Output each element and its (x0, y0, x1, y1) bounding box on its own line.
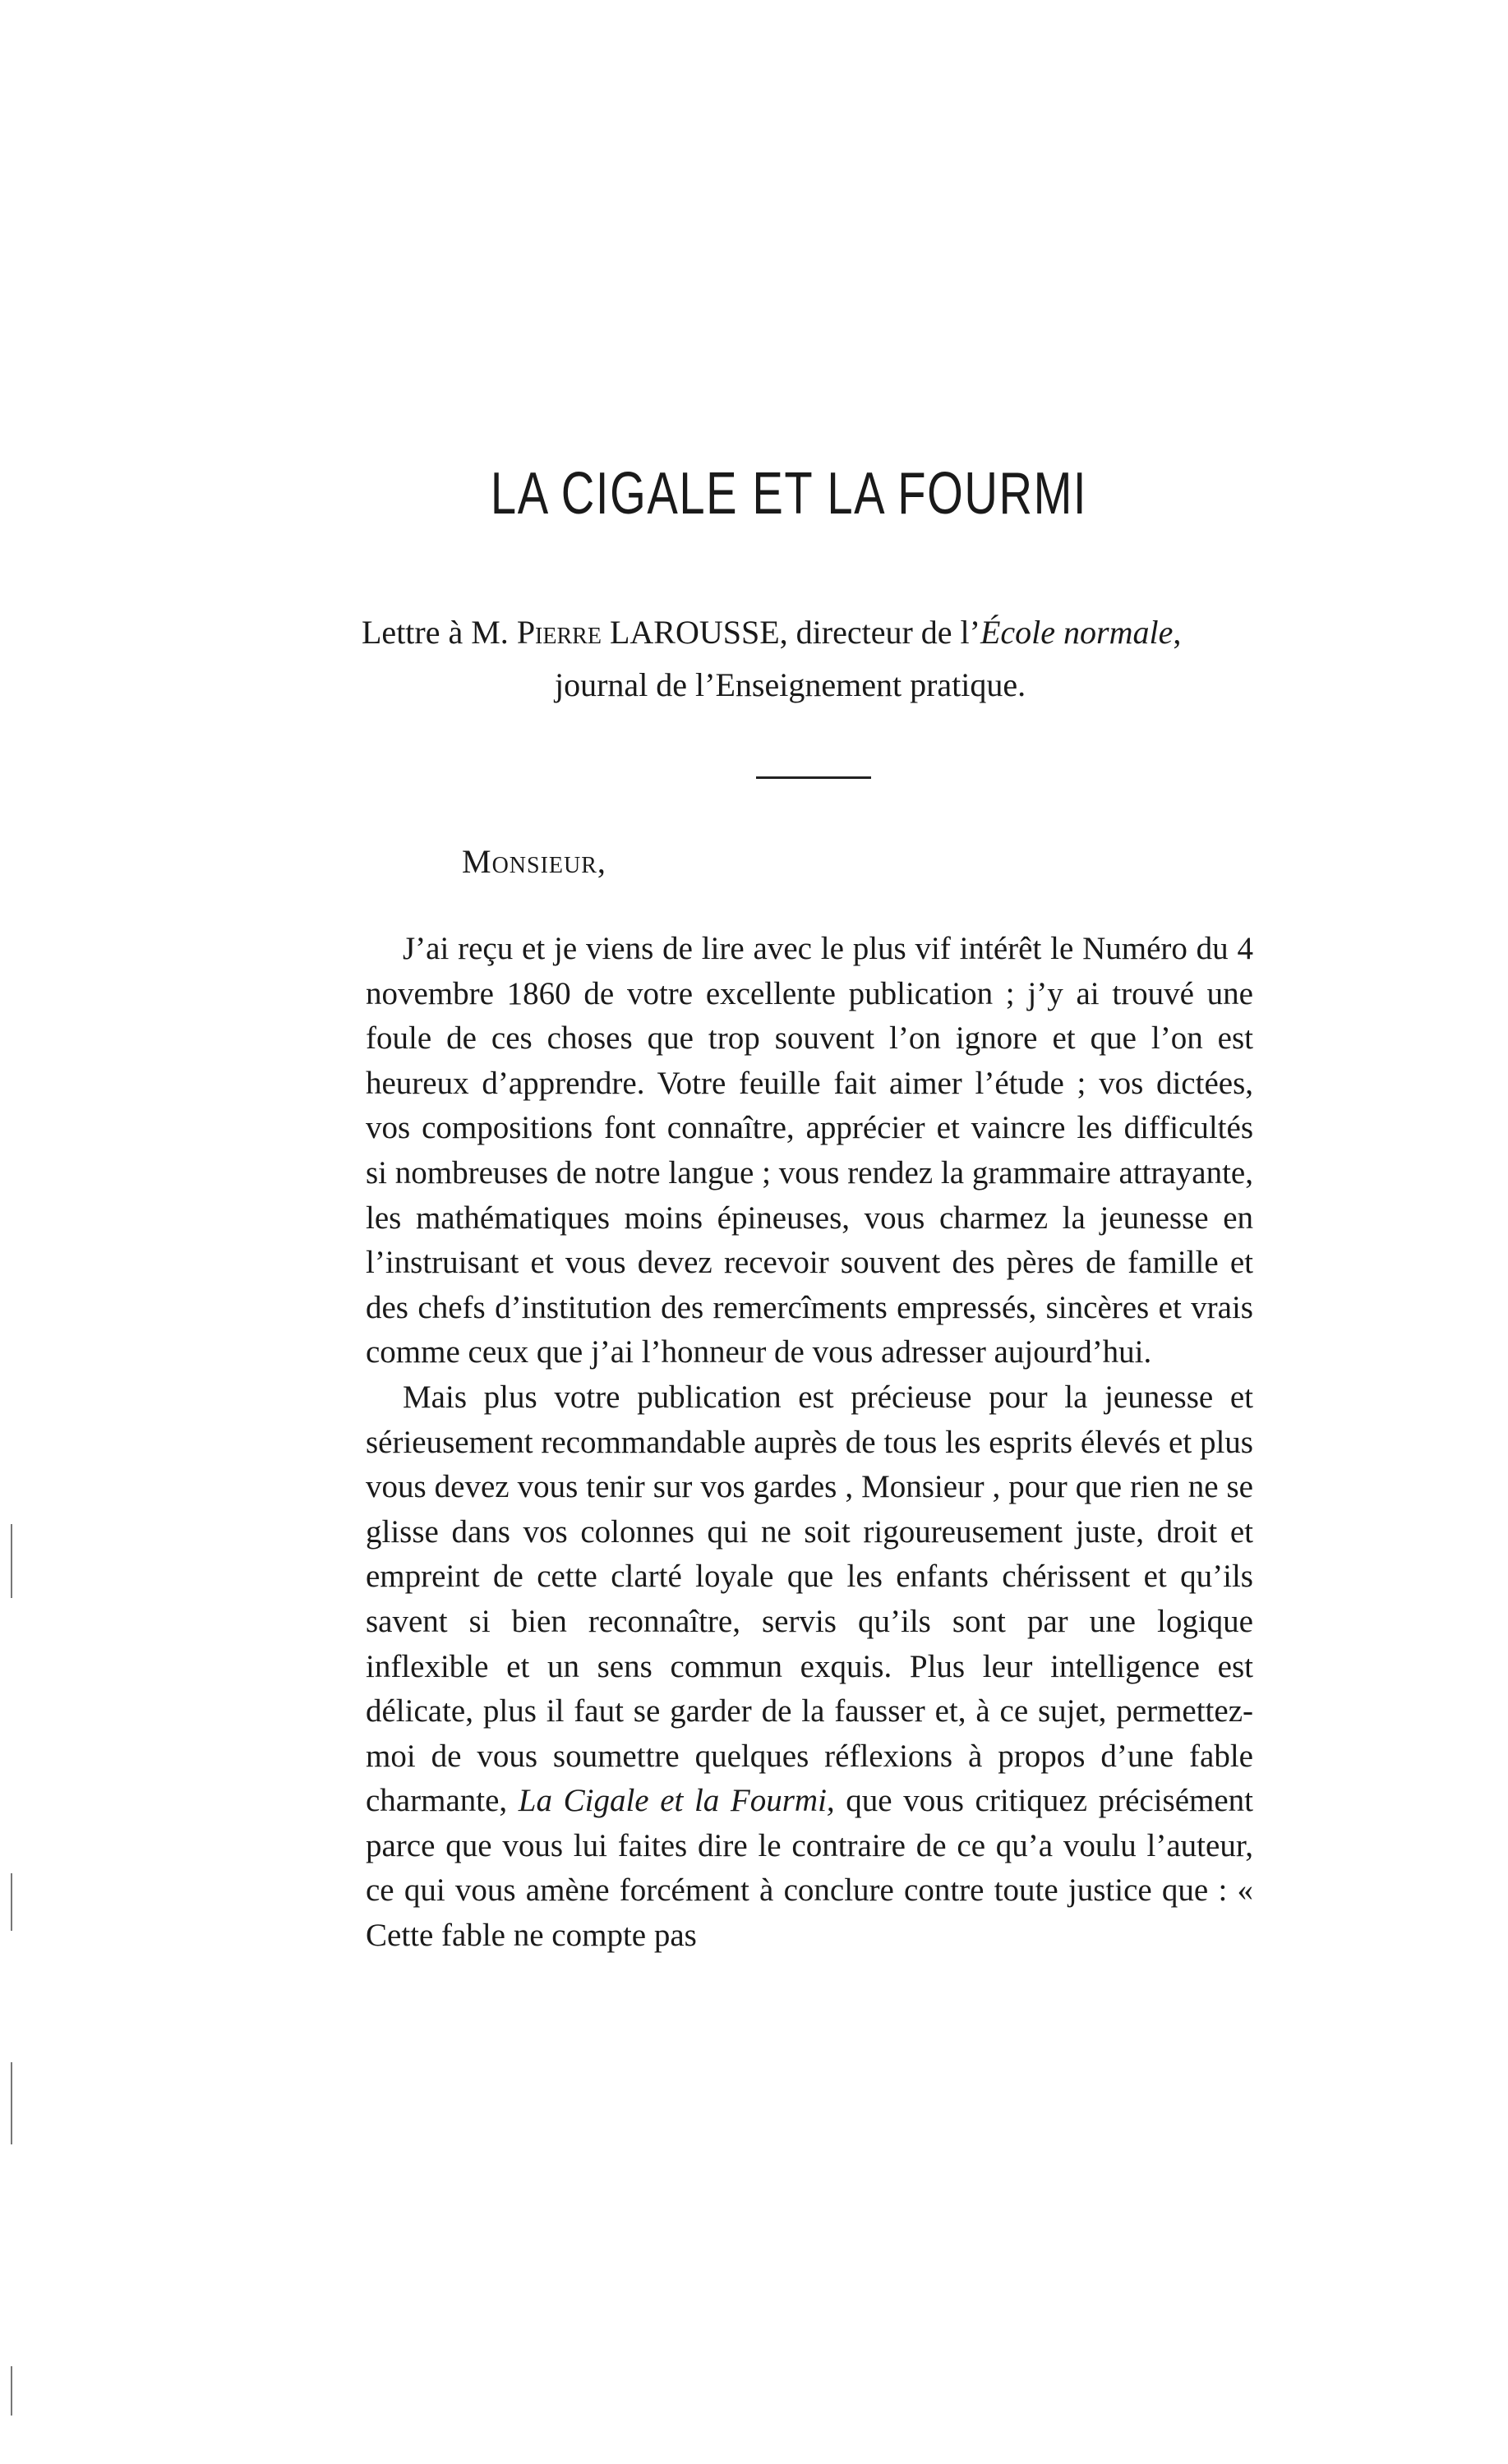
scan-artifact-line (11, 2366, 12, 2416)
letter-body (366, 927, 1253, 1959)
paragraph-2 (366, 1375, 1253, 1959)
dedication-line-2: journal de l’Enseignement pratique. (555, 666, 1026, 703)
dedication-journal: École normale (980, 614, 1174, 651)
page-title: LA CIGALE ET LA FOURMI (490, 461, 1088, 527)
scan-artifact-line (11, 2062, 12, 2144)
dedication-end: , (1173, 614, 1182, 651)
dedication-role: , directeur de l’ (779, 614, 980, 651)
scan-artifact-line (11, 1873, 12, 1931)
dedication-prefix: Lettre à M. (362, 614, 517, 651)
paragraph-1: J’ai reçu et je viens de lire avec le plus vif intérêt le Numéro du 4 novembre 1860 de votre excellente publication ; j’y ai trouvé une foule de ces choses que trop souvent l’on ignore et que l’on est heureux d’apprendre. Votre feuille fait aimer l’étude ; vos dictées, vos compositions font connaître, apprécier et vaincre les difficultés si nombreuses de notre langue ; vous rendez la grammaire attrayante, les mathématiques moins épineuses, vous charmez la jeunesse en l’instruisant et vous devez recevoir souvent des pères de famille et des chefs d’institution des remercîments empressés, sincères et vrais comme ceux que j’ai l’honneur de vous adresser aujourd’hui. (366, 931, 1253, 1370)
salutation: Monsieur, (462, 843, 606, 880)
dedication-first-name: Pierre (516, 614, 602, 651)
scan-artifact-line (11, 1524, 12, 1598)
dedication-line-1 (362, 606, 1249, 659)
section-divider (756, 776, 871, 779)
dedication-last-name: LAROUSSE (601, 614, 780, 651)
dedication (362, 606, 1249, 712)
paragraph-2-text: Mais plus votre publication est précieuse pour la jeunesse et sérieusement recommandable auprès de tous les esprits élevés et plus vous devez vous tenir sur vos gardes , Monsieur , pour que rien ne se glisse dans vos colonnes qui ne soit rigoureusement juste, droit et empreint de cette clarté loyale que les enfants chérissent et qu’ils savent si bien reconnaître, servis qu’ils sont par une logique inflexible et un sens commun exquis. Plus leur intelligence est délicate, plus il faut se garder de la fausser et, à ce sujet, permettez-moi de vous soumettre quelques réflexions à propos d’une fable charmante, (366, 1379, 1253, 1819)
fable-title: La Cigale et la Fourmi, (518, 1783, 835, 1819)
paragraph-2-end: que vous critiquez précisément parce que vous lui faites dire le contraire de ce qu’a voulu l’auteur, ce qui vous amène forcément à conclure contre toute justice que : « Cette fable ne compte pas (366, 1783, 1253, 1954)
